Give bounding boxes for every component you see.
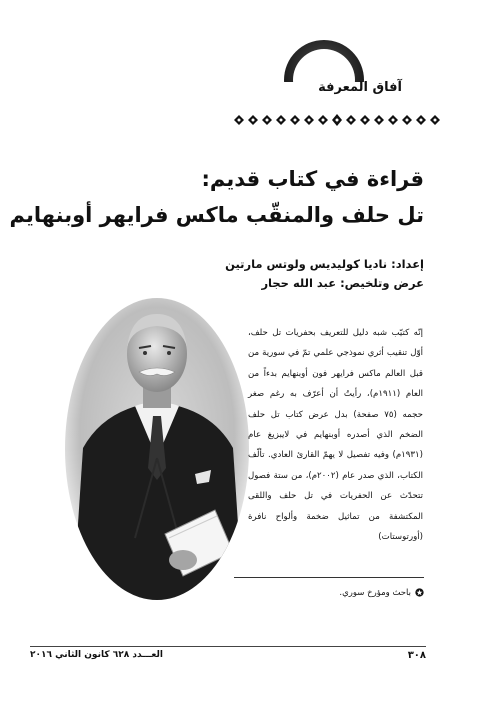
portrait-photo [65, 298, 249, 600]
footnote-text: باحث ومؤرخ سوري. [339, 588, 411, 598]
page-number: ٣٠٨ [407, 650, 426, 661]
issue-info: العـــدد ٦٢٨ كانون الثاني ٢٠١٦ [30, 650, 163, 660]
article-title-line-2: تل حلف والمنقّب ماكس فرايهر أوبنهايم [9, 203, 424, 227]
article-body [248, 323, 423, 547]
footer-divider [30, 646, 426, 647]
star-circle-icon [415, 588, 424, 597]
body-paragraph: إنّه كتيّب شبه دليل للتعريف بحفريات تل حلف، أوّل تنقيب أثري نموذجي علمي تمّ في سورية من قبل العالم ماكس فرايهر فون أوبنهايم بدءاً من العام (١٩١١م)، رأيتُ أن أعرّف به رغم صغر حجمه (٧٥ صفحة) بدل عرض كتاب تل حلف الضخم الذي أصدره أوبنهايم في لايبزيغ عام (١٩٣١م) وفيه تفصيل لا يهمّ القارئ العادي. تألّف الكتاب، الذي صدر عام (٢٠٠٢م)، من ستة فصول تتحدّث عن الحفريات في تل حلف واللقى المكتشفة من تماثيل ضخمة وألواح نافرة (أورتوستات) [248, 328, 423, 543]
summary-credit: عرض وتلخيص: عبد الله حجار [261, 276, 424, 290]
caption-divider [234, 577, 424, 578]
ornament-divider-icon [232, 113, 444, 127]
article-title-line-1: قراءة في كتاب قديم: [201, 167, 424, 191]
section-label: آفاق المعرفة [318, 80, 402, 95]
author-footnote [244, 588, 424, 602]
author-credit: إعداد: ناديا كوليديس ولوتس مارتين [225, 257, 424, 271]
